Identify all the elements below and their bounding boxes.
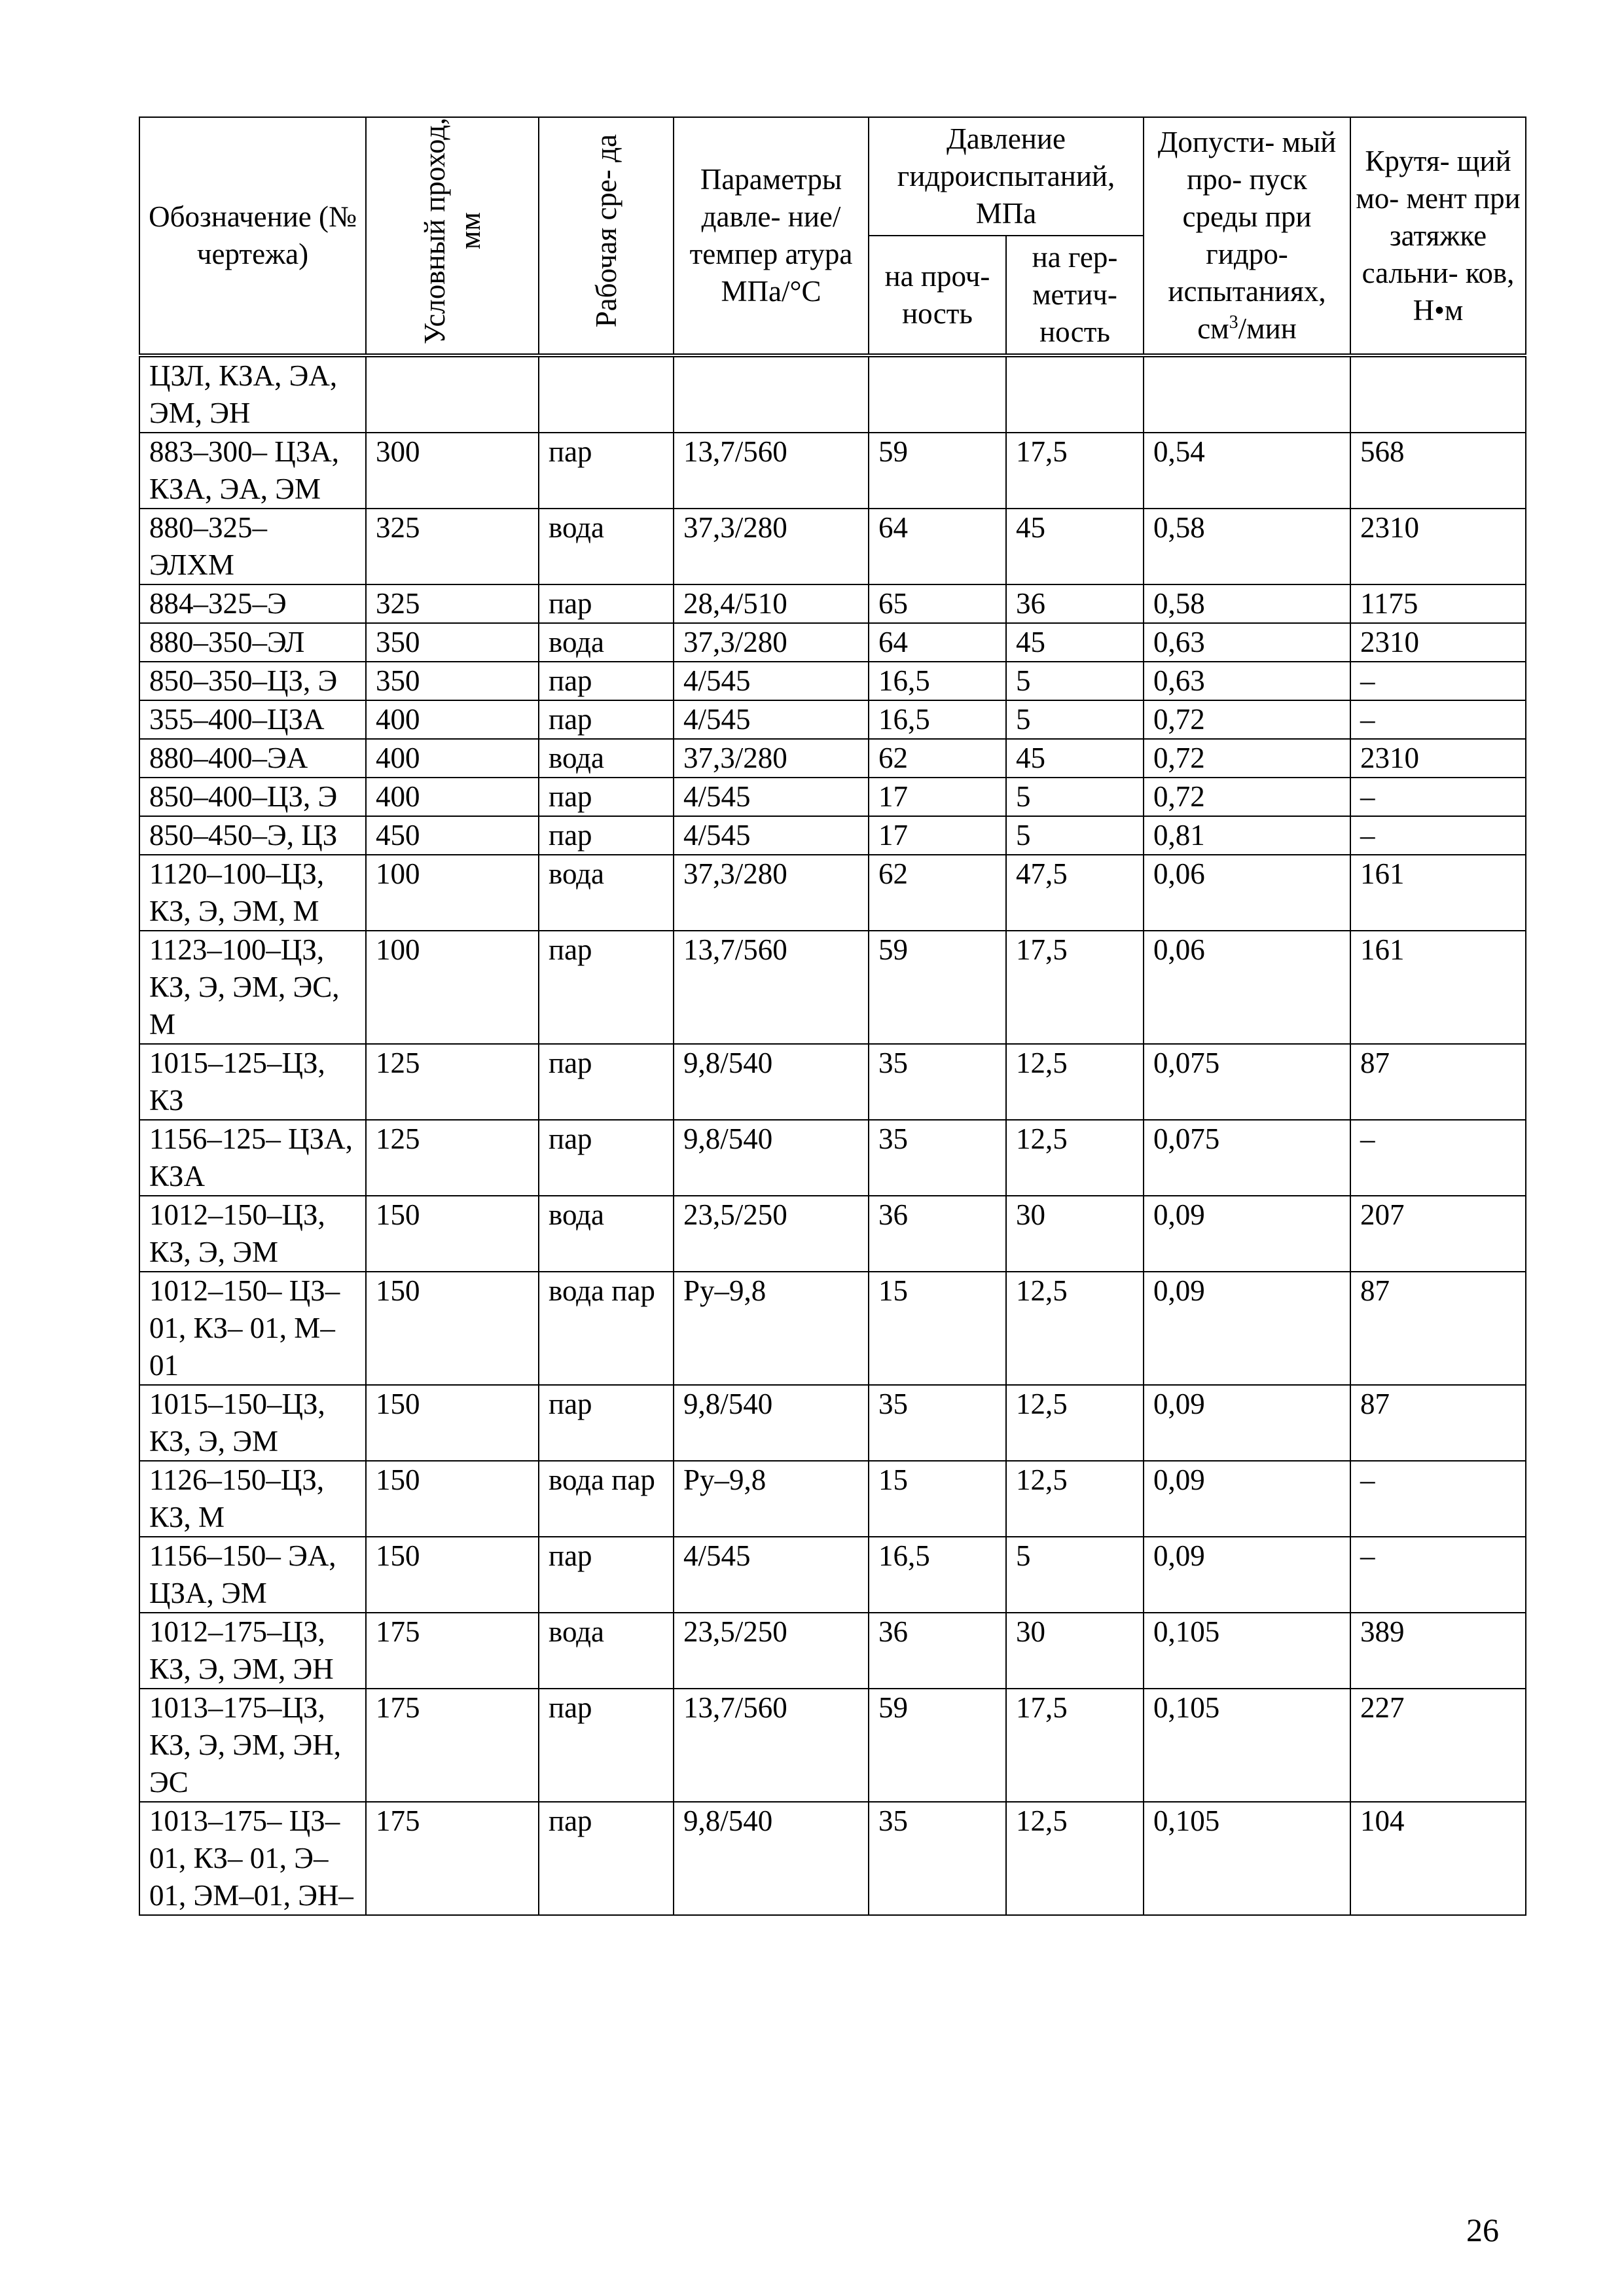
table-cell: 36 bbox=[869, 1196, 1006, 1272]
table-cell: 28,4/510 bbox=[674, 584, 869, 623]
table-cell: вода bbox=[539, 739, 674, 778]
table-cell: 59 bbox=[869, 1689, 1006, 1802]
table-cell: 13,7/560 bbox=[674, 931, 869, 1044]
table-cell: 47,5 bbox=[1006, 855, 1144, 931]
table-cell: – bbox=[1350, 1120, 1526, 1196]
table-cell: 23,5/250 bbox=[674, 1196, 869, 1272]
table-cell: 23,5/250 bbox=[674, 1613, 869, 1689]
page-number: 26 bbox=[1466, 2212, 1499, 2248]
table-cell: 0,81 bbox=[1144, 816, 1350, 855]
header-leakage bbox=[1144, 117, 1350, 355]
table-cell: 45 bbox=[1006, 509, 1144, 584]
table-row bbox=[139, 584, 1526, 623]
table-cell: 350 bbox=[366, 623, 539, 662]
cell-designation: 1012–175–ЦЗ, КЗ, Э, ЭМ, ЭН bbox=[139, 1613, 366, 1689]
table-cell: 9,8/540 bbox=[674, 1044, 869, 1120]
table-cell: Ру–9,8 bbox=[674, 1461, 869, 1537]
table-cell: 45 bbox=[1006, 623, 1144, 662]
table-cell: 100 bbox=[366, 931, 539, 1044]
table-cell: 15 bbox=[869, 1461, 1006, 1537]
table-cell: 5 bbox=[1006, 816, 1144, 855]
table-cell: 12,5 bbox=[1006, 1120, 1144, 1196]
table-cell: 400 bbox=[366, 778, 539, 816]
table-header bbox=[139, 117, 1526, 355]
table-cell: 17,5 bbox=[1006, 433, 1144, 509]
table-cell: 62 bbox=[869, 855, 1006, 931]
table-cell: пар bbox=[539, 931, 674, 1044]
valves-table bbox=[139, 117, 1526, 1916]
table-cell: 0,06 bbox=[1144, 931, 1350, 1044]
table-cell: 125 bbox=[366, 1120, 539, 1196]
table-cell: пар bbox=[539, 816, 674, 855]
table-cell: пар bbox=[539, 1802, 674, 1915]
table-cell: 12,5 bbox=[1006, 1385, 1144, 1461]
table-cell: 35 bbox=[869, 1044, 1006, 1120]
table-row bbox=[139, 433, 1526, 509]
cell-designation: 880–350–ЭЛ bbox=[139, 623, 366, 662]
table-cell: 4/545 bbox=[674, 778, 869, 816]
table-cell: 389 bbox=[1350, 1613, 1526, 1689]
table-cell: 45 bbox=[1006, 739, 1144, 778]
table-cell: 227 bbox=[1350, 1689, 1526, 1802]
header-tightness: на гер- метич- ность bbox=[1006, 236, 1144, 355]
table-cell: 104 bbox=[1350, 1802, 1526, 1915]
cell-designation: 850–350–ЦЗ, Э bbox=[139, 662, 366, 700]
table-cell: пар bbox=[539, 433, 674, 509]
table-cell: 175 bbox=[366, 1689, 539, 1802]
table-cell: – bbox=[1350, 1537, 1526, 1613]
cell-designation: 1156–125– ЦЗА, КЗА bbox=[139, 1120, 366, 1196]
cell-designation: 850–450–Э, ЦЗ bbox=[139, 816, 366, 855]
table-row bbox=[139, 1120, 1526, 1196]
table-cell: 12,5 bbox=[1006, 1461, 1144, 1537]
table-cell: 4/545 bbox=[674, 1537, 869, 1613]
table-row bbox=[139, 623, 1526, 662]
table-cell: 0,105 bbox=[1144, 1802, 1350, 1915]
table-cell: 15 bbox=[869, 1272, 1006, 1385]
table-cell: 12,5 bbox=[1006, 1272, 1144, 1385]
table-cell: 37,3/280 bbox=[674, 509, 869, 584]
table-cell: 568 bbox=[1350, 433, 1526, 509]
table-cell: 37,3/280 bbox=[674, 855, 869, 931]
table-cell: 5 bbox=[1006, 778, 1144, 816]
table-row bbox=[139, 739, 1526, 778]
table-cell: 150 bbox=[366, 1385, 539, 1461]
table-cell: 207 bbox=[1350, 1196, 1526, 1272]
table-cell: 64 bbox=[869, 509, 1006, 584]
header-torque: Крутя- щий мо- мент при затяжке сальни- ков, Н•м bbox=[1350, 117, 1526, 355]
table-cell: пар bbox=[539, 1120, 674, 1196]
table-cell: 36 bbox=[1006, 584, 1144, 623]
cell-designation: 1013–175–ЦЗ, КЗ, Э, ЭМ, ЭН, ЭС bbox=[139, 1689, 366, 1802]
cell-designation: 880–400–ЭА bbox=[139, 739, 366, 778]
table-cell: 350 bbox=[366, 662, 539, 700]
table-cell: 59 bbox=[869, 433, 1006, 509]
table-cell: 36 bbox=[869, 1613, 1006, 1689]
table-cell: 150 bbox=[366, 1272, 539, 1385]
table-cell: 4/545 bbox=[674, 816, 869, 855]
table-cell: 12,5 bbox=[1006, 1802, 1144, 1915]
table-cell: – bbox=[1350, 1461, 1526, 1537]
table-cell: 59 bbox=[869, 931, 1006, 1044]
table-cell: пар bbox=[539, 662, 674, 700]
table-cell: 9,8/540 bbox=[674, 1802, 869, 1915]
table-cell bbox=[869, 355, 1006, 433]
table-cell: 16,5 bbox=[869, 662, 1006, 700]
table-row bbox=[139, 355, 1526, 433]
cell-designation: 1123–100–ЦЗ, КЗ, Э, ЭМ, ЭС, М bbox=[139, 931, 366, 1044]
table-cell: пар bbox=[539, 1385, 674, 1461]
table-cell: 87 bbox=[1350, 1385, 1526, 1461]
table-body bbox=[139, 355, 1526, 1915]
header-working-medium-text: Рабочая сре- да bbox=[590, 134, 623, 328]
table-row bbox=[139, 1537, 1526, 1613]
table-cell bbox=[539, 355, 674, 433]
table-cell: 100 bbox=[366, 855, 539, 931]
table-row bbox=[139, 1196, 1526, 1272]
table-cell: 13,7/560 bbox=[674, 1689, 869, 1802]
table-cell bbox=[1006, 355, 1144, 433]
table-cell: 4/545 bbox=[674, 662, 869, 700]
table-row bbox=[139, 700, 1526, 739]
table-cell: 87 bbox=[1350, 1272, 1526, 1385]
table-cell: 0,58 bbox=[1144, 584, 1350, 623]
header-leakage-unit: /мин bbox=[1238, 312, 1297, 345]
table-cell: пар bbox=[539, 584, 674, 623]
cell-designation: 1012–150–ЦЗ, КЗ, Э, ЭМ bbox=[139, 1196, 366, 1272]
table-row bbox=[139, 1689, 1526, 1802]
table-cell: 37,3/280 bbox=[674, 739, 869, 778]
table-cell: пар bbox=[539, 1689, 674, 1802]
table-cell: 325 bbox=[366, 584, 539, 623]
table-cell: 0,09 bbox=[1144, 1272, 1350, 1385]
table-cell: – bbox=[1350, 778, 1526, 816]
cell-designation: 850–400–ЦЗ, Э bbox=[139, 778, 366, 816]
table-cell: 0,105 bbox=[1144, 1689, 1350, 1802]
table-cell: 0,075 bbox=[1144, 1044, 1350, 1120]
table-cell: 2310 bbox=[1350, 509, 1526, 584]
table-cell: 65 bbox=[869, 584, 1006, 623]
table-cell: 16,5 bbox=[869, 1537, 1006, 1613]
header-nominal-bore bbox=[366, 117, 539, 355]
table-row bbox=[139, 509, 1526, 584]
cell-designation: 884–325–Э bbox=[139, 584, 366, 623]
table-cell: 5 bbox=[1006, 700, 1144, 739]
table-row bbox=[139, 778, 1526, 816]
table-row bbox=[139, 1385, 1526, 1461]
header-working-medium bbox=[539, 117, 674, 355]
table-row bbox=[139, 1613, 1526, 1689]
table-cell: 175 bbox=[366, 1613, 539, 1689]
cell-designation: 883–300– ЦЗА, КЗА, ЭА, ЭМ bbox=[139, 433, 366, 509]
table-cell: 17,5 bbox=[1006, 931, 1144, 1044]
table-cell: 5 bbox=[1006, 1537, 1144, 1613]
table-cell: вода пар bbox=[539, 1461, 674, 1537]
table-row bbox=[139, 662, 1526, 700]
table-cell: 0,72 bbox=[1144, 778, 1350, 816]
table-cell: – bbox=[1350, 816, 1526, 855]
table-cell: 450 bbox=[366, 816, 539, 855]
table-cell bbox=[366, 355, 539, 433]
header-strength: на проч- ность bbox=[869, 236, 1006, 355]
table-cell: вода пар bbox=[539, 1272, 674, 1385]
table-row bbox=[139, 1044, 1526, 1120]
table-cell: 17,5 bbox=[1006, 1689, 1144, 1802]
table-cell: 0,09 bbox=[1144, 1196, 1350, 1272]
table-cell: 150 bbox=[366, 1196, 539, 1272]
cell-designation: 1156–150– ЭА, ЦЗА, ЭМ bbox=[139, 1537, 366, 1613]
table-row bbox=[139, 816, 1526, 855]
table-cell: 300 bbox=[366, 433, 539, 509]
cell-designation: 1015–150–ЦЗ, КЗ, Э, ЭМ bbox=[139, 1385, 366, 1461]
table-cell: 2310 bbox=[1350, 739, 1526, 778]
table-cell: 0,09 bbox=[1144, 1385, 1350, 1461]
table-cell: пар bbox=[539, 778, 674, 816]
table-cell: 13,7/560 bbox=[674, 433, 869, 509]
table-cell: 5 bbox=[1006, 662, 1144, 700]
table-cell: 16,5 bbox=[869, 700, 1006, 739]
table-cell: 64 bbox=[869, 623, 1006, 662]
cell-designation: 1126–150–ЦЗ, КЗ, М bbox=[139, 1461, 366, 1537]
header-parameters: Параметры давле- ние/темпер атура МПа/°С bbox=[674, 117, 869, 355]
table-cell: 17 bbox=[869, 778, 1006, 816]
table-cell: 4/545 bbox=[674, 700, 869, 739]
table-cell bbox=[1144, 355, 1350, 433]
table-cell: 30 bbox=[1006, 1613, 1144, 1689]
table-row bbox=[139, 1461, 1526, 1537]
table-cell: 161 bbox=[1350, 855, 1526, 931]
table-cell: 0,09 bbox=[1144, 1537, 1350, 1613]
cell-designation: 1012–150– ЦЗ–01, КЗ– 01, М–01 bbox=[139, 1272, 366, 1385]
table-cell: 0,72 bbox=[1144, 700, 1350, 739]
header-nominal-bore-text: Условный проход, мм bbox=[418, 117, 486, 345]
table-cell: 161 bbox=[1350, 931, 1526, 1044]
table-cell: 0,09 bbox=[1144, 1461, 1350, 1537]
table-cell: 35 bbox=[869, 1120, 1006, 1196]
table-cell: 400 bbox=[366, 700, 539, 739]
table-cell: вода bbox=[539, 509, 674, 584]
table-cell: Ру–9,8 bbox=[674, 1272, 869, 1385]
table-cell: 1175 bbox=[1350, 584, 1526, 623]
table-cell: 62 bbox=[869, 739, 1006, 778]
table-cell: 35 bbox=[869, 1385, 1006, 1461]
table-cell: 0,63 bbox=[1144, 662, 1350, 700]
table-cell: 9,8/540 bbox=[674, 1120, 869, 1196]
table-cell: – bbox=[1350, 700, 1526, 739]
table-cell: 0,72 bbox=[1144, 739, 1350, 778]
table-cell: 125 bbox=[366, 1044, 539, 1120]
table-cell: вода bbox=[539, 1196, 674, 1272]
table-cell: 0,105 bbox=[1144, 1613, 1350, 1689]
table-cell: 17 bbox=[869, 816, 1006, 855]
table-row bbox=[139, 931, 1526, 1044]
cell-designation: 1120–100–ЦЗ, КЗ, Э, ЭМ, М bbox=[139, 855, 366, 931]
cell-designation: 1013–175– ЦЗ–01, КЗ– 01, Э–01, ЭМ–01, ЭН– bbox=[139, 1802, 366, 1915]
table-cell: 87 bbox=[1350, 1044, 1526, 1120]
header-test-pressure: Давление гидроиспытаний, МПа bbox=[869, 117, 1144, 236]
table-cell: 0,06 bbox=[1144, 855, 1350, 931]
table-cell bbox=[1350, 355, 1526, 433]
table-row bbox=[139, 1272, 1526, 1385]
table-cell: – bbox=[1350, 662, 1526, 700]
table-cell: 12,5 bbox=[1006, 1044, 1144, 1120]
table-cell: пар bbox=[539, 700, 674, 739]
table-cell: 400 bbox=[366, 739, 539, 778]
table-cell: 0,54 bbox=[1144, 433, 1350, 509]
table-cell: 2310 bbox=[1350, 623, 1526, 662]
table-cell: 0,63 bbox=[1144, 623, 1350, 662]
table-cell: 150 bbox=[366, 1461, 539, 1537]
table-cell: вода bbox=[539, 855, 674, 931]
table-cell: 0,58 bbox=[1144, 509, 1350, 584]
table-cell bbox=[674, 355, 869, 433]
table-cell: пар bbox=[539, 1537, 674, 1613]
table-cell: 325 bbox=[366, 509, 539, 584]
table-cell: 37,3/280 bbox=[674, 623, 869, 662]
table-cell: 9,8/540 bbox=[674, 1385, 869, 1461]
table-cell: вода bbox=[539, 1613, 674, 1689]
table-cell: 30 bbox=[1006, 1196, 1144, 1272]
table-cell: вода bbox=[539, 623, 674, 662]
table-cell: пар bbox=[539, 1044, 674, 1120]
header-designation: Обозначение (№ чертежа) bbox=[139, 117, 366, 355]
cell-designation: 880–325– ЭЛХМ bbox=[139, 509, 366, 584]
table-cell: 35 bbox=[869, 1802, 1006, 1915]
header-leakage-sup: 3 bbox=[1229, 312, 1238, 332]
header-leakage-text: Допусти- мый про- пуск среды при гидро- испытаниях, см bbox=[1157, 126, 1337, 345]
cell-designation: 355–400–ЦЗА bbox=[139, 700, 366, 739]
cell-designation: 1015–125–ЦЗ, КЗ bbox=[139, 1044, 366, 1120]
table-row bbox=[139, 855, 1526, 931]
table-cell: 175 bbox=[366, 1802, 539, 1915]
table-cell: 0,075 bbox=[1144, 1120, 1350, 1196]
table-row bbox=[139, 1802, 1526, 1915]
table-cell: 150 bbox=[366, 1537, 539, 1613]
cell-designation: ЦЗЛ, КЗА, ЭА, ЭМ, ЭН bbox=[139, 355, 366, 433]
